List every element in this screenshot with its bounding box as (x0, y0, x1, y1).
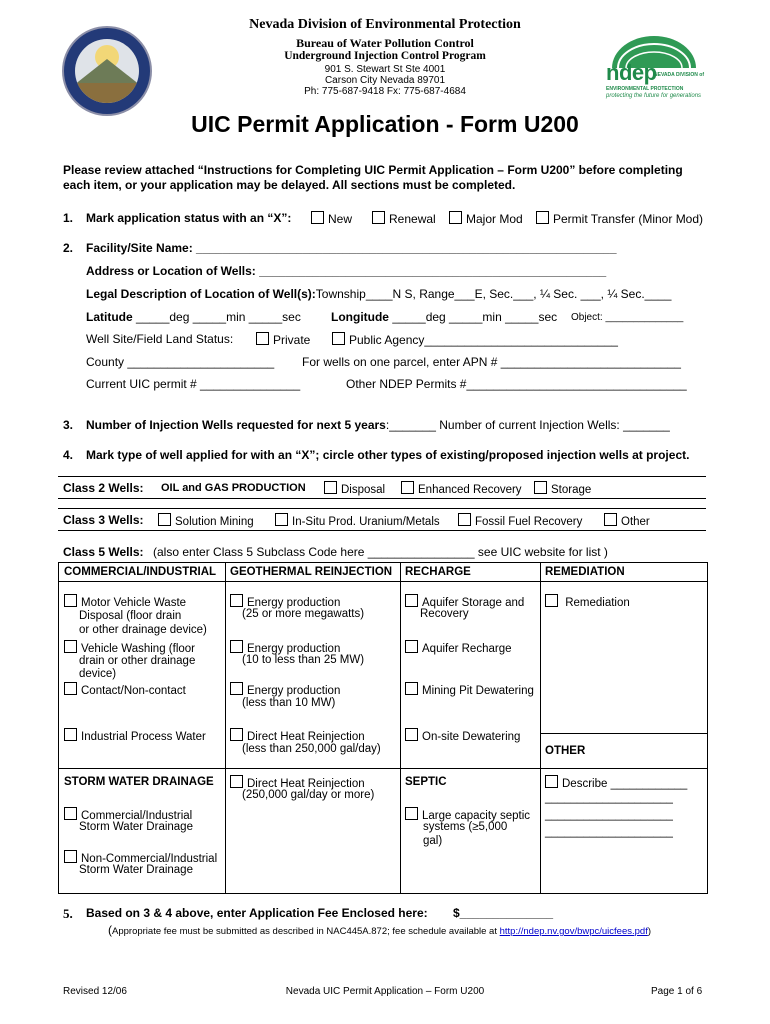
q3-number: 3. (63, 418, 74, 432)
storm-commercial-option[interactable]: Commercial/Industrial (64, 807, 192, 823)
header-recharge: RECHARGE (405, 566, 471, 578)
address-line-1: 901 S. Stewart St Ste 4001 (324, 64, 446, 75)
legal-description-field[interactable]: Legal Description of Location of Well(s):Township____N S, Range___E, Sec.___, ¼ Sec. ___, ¼ Sec.____ (86, 287, 672, 301)
aquifer-storage-option[interactable]: Aquifer Storage and (405, 594, 524, 610)
class3-top-divider (58, 508, 706, 509)
apn-field[interactable]: For wells on one parcel, enter APN # ___________________________ (302, 355, 681, 369)
latitude-field[interactable]: Latitude _____deg _____min _____sec (86, 310, 301, 324)
q5-number: 5. (63, 906, 73, 921)
application-fee-field[interactable]: $______________ (453, 906, 554, 920)
footer-page-number: Page 1 of 6 (651, 986, 703, 997)
contact-non-contact-option[interactable]: Contact/Non-contact (64, 682, 186, 698)
status-new-checkbox[interactable] (311, 211, 324, 224)
current-uic-permit-field[interactable]: Current UIC permit # _______________ (86, 377, 301, 391)
direct-heat-small-option[interactable]: Direct Heat Reinjection (230, 728, 365, 744)
other-ndep-permits-field[interactable]: Other NDEP Permits #_________________________________ (346, 377, 687, 391)
direct-heat-large-option[interactable]: Direct Heat Reinjection (230, 775, 365, 791)
land-public-option[interactable]: Public Agency_____________________________ (332, 332, 618, 347)
header-geothermal: GEOTHERMAL REINJECTION (230, 566, 393, 578)
q4-number: 4. (63, 448, 74, 462)
class5-subclass-code-field[interactable]: (also enter Class 5 Subclass Code here ________________ see UIC website for list ) (153, 545, 608, 559)
other-describe-option[interactable]: Describe ____________ (545, 775, 687, 791)
class2-top-divider (58, 476, 706, 477)
q2-number: 2. (63, 241, 74, 255)
status-new-option[interactable]: New (311, 211, 352, 226)
class2-label: Class 2 Wells: (63, 481, 144, 495)
class5-label: Class 5 Wells: (63, 545, 144, 559)
address-line-2: Carson City Nevada 89701 (324, 75, 446, 86)
status-permit-transfer-checkbox[interactable] (536, 211, 549, 224)
fee-note: (Appropriate fee must be submitted as described in NAC445A.872; fee schedule available at http://ndep.nv.gov/bwpc/uicfees.pdf) (108, 923, 652, 937)
status-renewal-checkbox[interactable] (372, 211, 385, 224)
energy-production-10mw-option[interactable]: Energy production (230, 640, 340, 656)
other-describe-line-2[interactable]: ____________________ (545, 809, 673, 821)
class3-label: Class 3 Wells: (63, 513, 144, 527)
industrial-process-water-option[interactable]: Industrial Process Water (64, 728, 206, 744)
land-private-option[interactable]: Private (256, 332, 310, 347)
energy-production-small-option[interactable]: Energy production (230, 682, 340, 698)
county-field[interactable]: County ______________________ (86, 355, 275, 369)
status-major-mod-option[interactable]: Major Mod (449, 211, 523, 226)
land-private-checkbox[interactable] (256, 332, 269, 345)
header-septic: SEPTIC (405, 776, 447, 788)
longitude-field[interactable]: Longitude _____deg _____min _____sec (331, 310, 558, 324)
q4-label: Mark type of well applied for with an “X”; circle other types of existing/proposed injection wells at project. (86, 448, 690, 462)
header-remediation: REMEDIATION (545, 566, 625, 578)
class3-solution-mining-option[interactable]: Solution Mining (158, 513, 254, 528)
class2-production: OIL and GAS PRODUCTION (161, 482, 306, 494)
footer-title: Nevada UIC Permit Application – Form U200 (285, 986, 485, 997)
q1-number: 1. (63, 211, 74, 225)
vehicle-washing-option[interactable]: Vehicle Washing (floor (64, 640, 195, 656)
aquifer-recharge-option[interactable]: Aquifer Recharge (405, 640, 512, 656)
header-storm-water: STORM WATER DRAINAGE (64, 776, 214, 788)
class3-bottom-divider (58, 530, 706, 531)
q5-label: Based on 3 & 4 above, enter Application Fee Enclosed here: (86, 906, 428, 920)
class3-other-option[interactable]: Other (604, 513, 650, 528)
onsite-dewatering-option[interactable]: On-site Dewatering (405, 728, 520, 744)
agency-name: Nevada Division of Environmental Protection (249, 17, 521, 32)
other-describe-line-1[interactable]: ____________________ (545, 792, 673, 804)
q1-label: Mark application status with an “X”: (86, 211, 292, 225)
mining-pit-dewatering-option[interactable]: Mining Pit Dewatering (405, 682, 534, 698)
other-describe-line-3[interactable]: ____________________ (545, 826, 673, 838)
phone-fax: Ph: 775-687-9418 Fx: 775-687-4684 (304, 86, 466, 97)
program-name: Underground Injection Control Program (284, 50, 486, 62)
class2-enhanced-recovery-option[interactable]: Enhanced Recovery (401, 481, 522, 496)
motor-vehicle-waste-option[interactable]: Motor Vehicle Waste (64, 594, 186, 610)
injection-wells-field[interactable]: Number of Injection Wells requested for next 5 years:_______ Number of current Injection Wells: _______ (86, 418, 670, 432)
storm-noncommercial-option[interactable]: Non-Commercial/Industrial (64, 850, 217, 866)
ndep-logo: ndep NEVADA DIVISION of ENVIRONMENTAL PROTECTION protecting the future for generations (604, 34, 704, 104)
class2-storage-option[interactable]: Storage (534, 481, 591, 496)
intro-text-line-1: Please review attached “Instructions for Completing UIC Permit Application – Form U200” before completing (63, 163, 683, 177)
class2-bottom-divider (58, 498, 706, 499)
footer-revised: Revised 12/06 (63, 986, 127, 997)
bureau-name: Bureau of Water Pollution Control (296, 36, 474, 50)
status-permit-transfer-option[interactable]: Permit Transfer (Minor Mod) (536, 211, 703, 226)
class3-in-situ-option[interactable]: In-Situ Prod. Uranium/Metals (275, 513, 440, 528)
land-status-label: Well Site/Field Land Status: (86, 332, 234, 346)
intro-text-line-2: each item, or your application may be delayed. All sections must be completed. (63, 178, 516, 192)
facility-name-field[interactable]: Facility/Site Name: _______________________________________________________________ (86, 241, 617, 255)
class5-table: COMMERCIAL/INDUSTRIAL GEOTHERMAL REINJECTION RECHARGE REMEDIATION Motor Vehicle Waste Disposal (floor drain or other drainage device) Vehicle Washing (floor drain or other drainage device) Contact/Non-contact Industrial Process Water Energy production (25 or more megawatts) Energy production (10 to less than 25 MW) Energy production (less than 10 MW) Direct Heat Reinjection (less than 250,000 gal/day) Direct Heat Reinjection (250,000 gal/day or more) Aquifer Storage and Recovery Aquifer Recharge Mining Pit Dewatering On-site Dewatering Remediation OTHER Describe ____________ ____________________ ____________________ ____________________ STORM WATER DRAINAGE Commercial/Industrial Storm Water Drainage Non-Commercial/Industrial Storm Water Drainage SEPTIC Large capacity septic systems (≥5,000 gal) (58, 562, 708, 894)
status-renewal-option[interactable]: Renewal (372, 211, 436, 226)
status-major-mod-checkbox[interactable] (449, 211, 462, 224)
class3-fossil-fuel-option[interactable]: Fossil Fuel Recovery (458, 513, 582, 528)
energy-production-25mw-option[interactable]: Energy production (230, 594, 340, 610)
page-title: UIC Permit Application - Form U200 (191, 111, 579, 137)
class2-disposal-option[interactable]: Disposal (324, 481, 385, 496)
large-capacity-septic-option[interactable]: Large capacity septic (405, 807, 530, 823)
land-public-checkbox[interactable] (332, 332, 345, 345)
header-other: OTHER (545, 745, 586, 757)
fee-schedule-link[interactable]: http://ndep.nv.gov/bwpc/uicfees.pdf (499, 926, 648, 937)
address-field[interactable]: Address or Location of Wells: ____________________________________________________ (86, 264, 607, 278)
header-commercial: COMMERCIAL/INDUSTRIAL (64, 566, 217, 578)
object-field[interactable]: Object: ______________ (571, 312, 684, 323)
remediation-option[interactable]: Remediation (545, 594, 630, 610)
